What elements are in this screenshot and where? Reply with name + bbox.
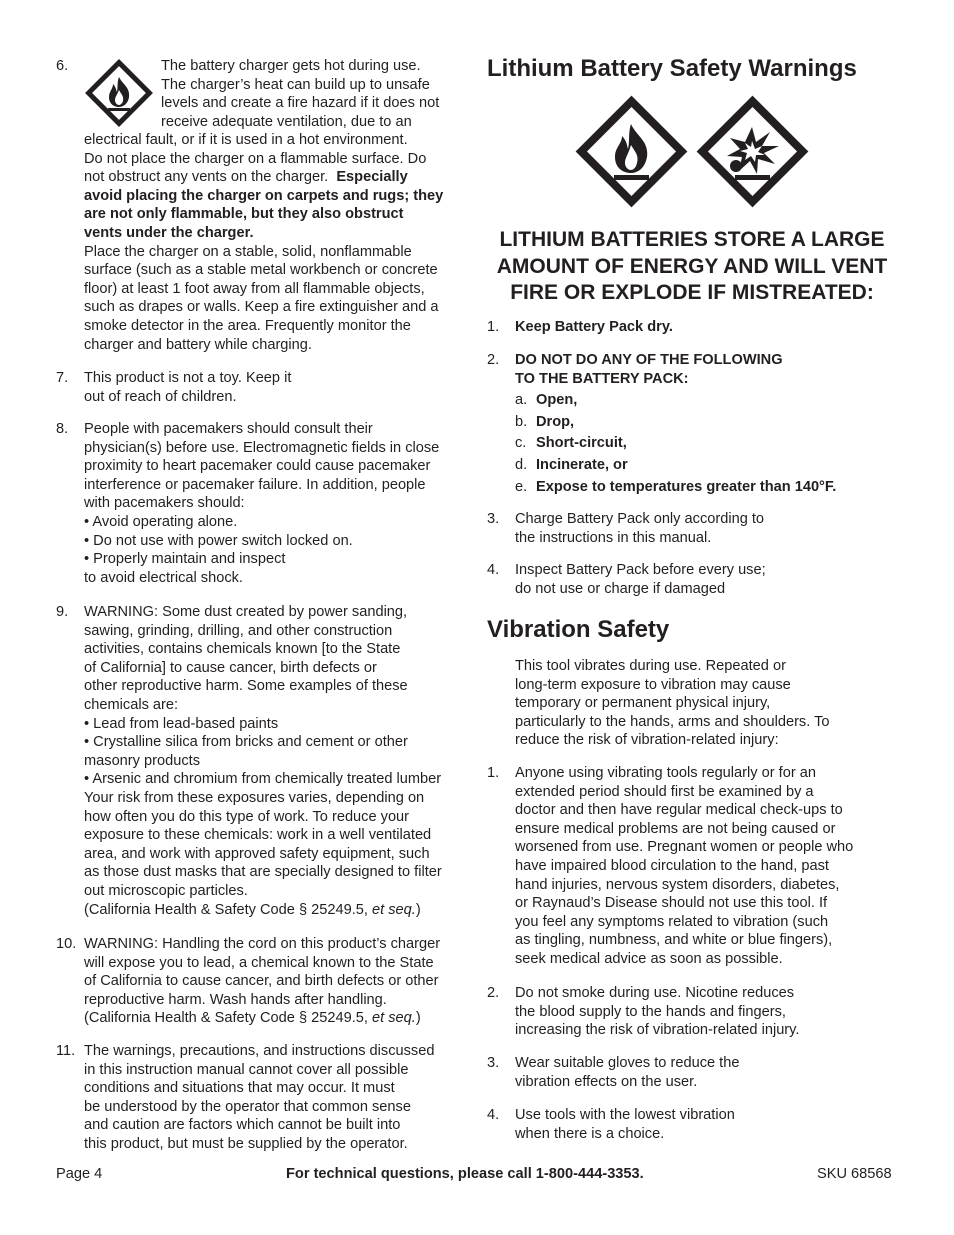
citation-text: (California Health & Safety Code § 25249.5, (84, 1010, 372, 1027)
item9-text: masonry products (84, 752, 200, 769)
item10-text: of California to cause cancer, and birth defects or other (84, 973, 439, 990)
item6-text: not obstruct any vents on the charger. (84, 169, 329, 186)
sub-text: Incinerate, or (536, 456, 628, 473)
vibration-item1-text: as tingling, numbness, and white or blue fingers), (515, 932, 833, 949)
item6-bold-text: Especially (336, 169, 408, 186)
item6-text: floor) at least 1 foot away from all flammable objects, (84, 280, 425, 297)
item6-text: Place the charger on a stable, solid, nonflammable (84, 243, 412, 260)
lithium-item3-text: the instructions in this manual. (515, 529, 712, 546)
lithium-item4-text: do not use or charge if damaged (515, 580, 726, 597)
vibration-item1-text: extended period should first be examined by a (515, 783, 814, 800)
lithium-heading: Lithium Battery Safety Warnings (487, 55, 857, 82)
item-7 (56, 369, 484, 406)
vibration-item1-text: or Raynaud’s Disease should not use this tool. If (515, 895, 828, 912)
sub-item (515, 412, 915, 434)
item7-text: This product is not a toy. Keep it (84, 370, 292, 386)
sub-item (515, 433, 915, 455)
item8-text: People with pacemakers should consult their (84, 421, 373, 437)
item-number: 2. (487, 985, 500, 1001)
item8-text: interference or pacemaker failure. In addition, people (84, 476, 426, 493)
vibration-item-1 (487, 764, 915, 969)
vibration-item3-text: Wear suitable gloves to reduce the (515, 1055, 740, 1071)
vibration-item-4 (487, 1106, 915, 1143)
item-8 (56, 420, 484, 587)
lithium-item-1 (487, 318, 915, 337)
lithium-item3-text: Charge Battery Pack only according to (515, 511, 765, 527)
item9-text: area, and work with approved safety equipment, such (84, 845, 430, 862)
sub-letter: a. (515, 392, 528, 409)
item11-text: be understood by the operator that common sense (84, 1098, 411, 1115)
page-number: Page 4 (56, 1166, 103, 1182)
item9-text: sawing, grinding, drilling, and other construction (84, 622, 393, 639)
item7-text: out of reach of children. (84, 388, 237, 405)
vibration-item1-text: have impaired blood circulation to the hand, past (515, 857, 829, 874)
vibration-intro-text: long-term exposure to vibration may cause (515, 676, 791, 693)
item-number: 7. (56, 370, 69, 386)
vibration-item-3 (487, 1054, 915, 1091)
item9-text: Your risk from these exposures varies, depending on (84, 789, 425, 806)
item10-text: reproductive harm. Wash hands after handling. (84, 991, 387, 1008)
lithium-item2-text: TO THE BATTERY PACK: (515, 370, 689, 387)
sub-letter: d. (515, 456, 528, 473)
item11-text: in this instruction manual cannot cover all possible (84, 1061, 409, 1078)
item6-text: surface (such as a stable metal workbench or concrete (84, 262, 438, 279)
vibration-item2-text: Do not smoke during use. Nicotine reduces (515, 985, 795, 1001)
item9-text: • Lead from lead-based paints (84, 715, 279, 732)
item6-text: The charger’s heat can build up to unsafe (161, 76, 430, 93)
warning-line: FIRE OR EXPLODE IF MISTREATED: (510, 281, 874, 304)
technical-support-line: For technical questions, please call 1-800-444-3353. (286, 1166, 644, 1182)
vibration-item2-text: the blood supply to the hands and fingers, (515, 1003, 786, 1020)
sub-letter: c. (515, 435, 527, 452)
vibration-item2-text: increasing the risk of vibration-related injury. (515, 1022, 800, 1039)
vibration-item1-text: Anyone using vibrating tools regularly or for an (515, 765, 816, 781)
item-10 (56, 935, 484, 1028)
item-number: 8. (56, 421, 69, 437)
flame-icon (83, 57, 155, 129)
item8-text: • Do not use with power switch locked on. (84, 532, 353, 549)
item9-text: WARNING: Some dust created by power sanding, (84, 604, 408, 620)
vibration-intro-text: reduce the risk of vibration-related injury: (515, 732, 779, 749)
item9-code-citation (84, 901, 484, 920)
sub-text: Short-circuit, (536, 435, 627, 452)
item-number: 10. (56, 936, 77, 952)
item9-text: out microscopic particles. (84, 882, 248, 899)
vibration-item1-text: seek medical advice as soon as possible. (515, 950, 783, 967)
lithium-item1-text: Keep Battery Pack dry. (515, 319, 673, 335)
item-11 (56, 1042, 484, 1154)
sub-text: Open, (536, 392, 578, 409)
flame-icon (574, 94, 689, 209)
citation-text: (California Health & Safety Code § 25249.5, (84, 901, 372, 918)
vibration-item1-text: ensure medical problems are not being caused or (515, 820, 836, 837)
vibration-item-2 (487, 984, 915, 1040)
item6-text: electrical fault, or if it is used in a hot environment. (84, 132, 408, 148)
item11-text: and caution are factors which cannot be built into (84, 1117, 401, 1134)
sub-text: Drop, (536, 413, 575, 430)
sub-item (515, 455, 915, 477)
hazard-icons (574, 94, 810, 209)
lithium-item4-text: Inspect Battery Pack before every use; (515, 562, 766, 578)
vibration-item4-text: Use tools with the lowest vibration (515, 1107, 735, 1123)
item11-text: The warnings, precautions, and instructions discussed (84, 1043, 435, 1059)
item9-text: how often you do this type of work. To reduce your (84, 808, 410, 825)
vibration-item1-text: you feel any symptoms related to vibration (such (515, 913, 829, 930)
item6-bold-text: vents under the charger. (84, 224, 254, 241)
item-number: 3. (487, 511, 500, 527)
lithium-item-2 (487, 351, 915, 498)
vibration-intro-text: particularly to the hands, arms and shoulders. To (515, 713, 830, 730)
item9-text: exposure to these chemicals: work in a well ventilated (84, 827, 432, 844)
item10-text: WARNING: Handling the cord on this product’s charger (84, 936, 441, 952)
item-number: 11. (56, 1043, 76, 1059)
item10-text: will expose you to lead, a chemical known to the State (84, 954, 434, 971)
lithium-item-4 (487, 561, 915, 598)
item8-text: to avoid electrical shock. (84, 569, 243, 586)
sub-item (515, 477, 915, 499)
citation-italic: et seq. (372, 901, 416, 918)
item-9 (56, 603, 484, 919)
item6-text: Do not place the charger on a flammable surface. Do (84, 150, 427, 167)
vibration-item1-text: worsened from use. Pregnant women or people who (515, 839, 854, 856)
item-number: 3. (487, 1055, 500, 1071)
sub-letter: e. (515, 478, 528, 495)
citation-close: ) (415, 901, 421, 918)
item9-text: other reproductive harm. Some examples of these (84, 678, 408, 695)
vibration-heading: Vibration Safety (487, 616, 670, 643)
item8-text: with pacemakers should: (84, 495, 245, 512)
lithium-item2-text: DO NOT DO ANY OF THE FOLLOWING (515, 352, 783, 368)
item9-text: chemicals are: (84, 696, 179, 713)
vibration-item1-text: hand injuries, nervous system disorders, diabetes, (515, 876, 840, 893)
vibration-item1-text: doctor and then have regular medical check-ups to (515, 802, 843, 819)
item-number: 9. (56, 604, 69, 620)
item-number: 2. (487, 352, 500, 368)
item8-text: • Properly maintain and inspect (84, 551, 286, 568)
warning-line: LITHIUM BATTERIES STORE A LARGE (499, 228, 885, 251)
item11-text: this product, but must be supplied by the operator. (84, 1135, 408, 1152)
item10-code-citation (84, 1009, 484, 1028)
item-number: 4. (487, 1107, 500, 1123)
item-number: 1. (487, 765, 500, 781)
item-number: 6. (56, 58, 69, 74)
vibration-intro (515, 657, 915, 750)
item8-text: • Avoid operating alone. (84, 513, 238, 530)
item6-bold-text: are not only flammable, but they also obstruct (84, 206, 404, 223)
item8-text: proximity to heart pacemaker could cause pacemaker (84, 458, 431, 475)
vibration-item3-text: vibration effects on the user. (515, 1073, 698, 1090)
lithium-warning-banner (487, 227, 897, 307)
sku-label: SKU 68568 (817, 1166, 892, 1182)
item6-text: levels and create a fire hazard if it does not (161, 95, 440, 112)
vibration-intro-text: This tool vibrates during use. Repeated or (515, 658, 786, 674)
warning-line: AMOUNT OF ENERGY AND WILL VENT (496, 254, 888, 278)
item9-text: of California] to cause cancer, birth defects or (84, 659, 377, 676)
item6-text: such as drapes or walls. Keep a fire extinguisher and a (84, 299, 439, 316)
item6-text: smoke detector in the area. Frequently monitor the (84, 317, 411, 334)
item6-text: charger and battery while charging. (84, 336, 312, 353)
item6-text: The battery charger gets hot during use. (161, 58, 421, 74)
item-number: 4. (487, 562, 500, 578)
item9-text: • Arsenic and chromium from chemically treated lumber (84, 771, 442, 788)
item8-text: physician(s) before use. Electromagnetic fields in close (84, 439, 440, 456)
explosion-icon (695, 94, 810, 209)
item6-text: receive adequate ventilation, due to an (161, 113, 412, 130)
vibration-item4-text: when there is a choice. (515, 1125, 665, 1142)
vibration-intro-text: temporary or permanent physical injury, (515, 695, 771, 712)
item6-bold-text: avoid placing the charger on carpets and rugs; they (84, 187, 444, 204)
sub-letter: b. (515, 413, 528, 430)
item9-text: as those dust masks that are specially designed to filter (84, 864, 442, 881)
item-number: 1. (487, 319, 500, 335)
item9-text: activities, contains chemicals known [to the State (84, 641, 401, 658)
item11-text: conditions and situations that may occur. It must (84, 1080, 395, 1097)
lithium-item-3 (487, 510, 915, 547)
sub-item (515, 390, 915, 412)
sub-text: Expose to temperatures greater than 140°F. (536, 478, 837, 495)
citation-close: ) (415, 1010, 421, 1027)
item9-text: • Crystalline silica from bricks and cement or other (84, 734, 408, 751)
citation-italic: et seq. (372, 1010, 416, 1027)
